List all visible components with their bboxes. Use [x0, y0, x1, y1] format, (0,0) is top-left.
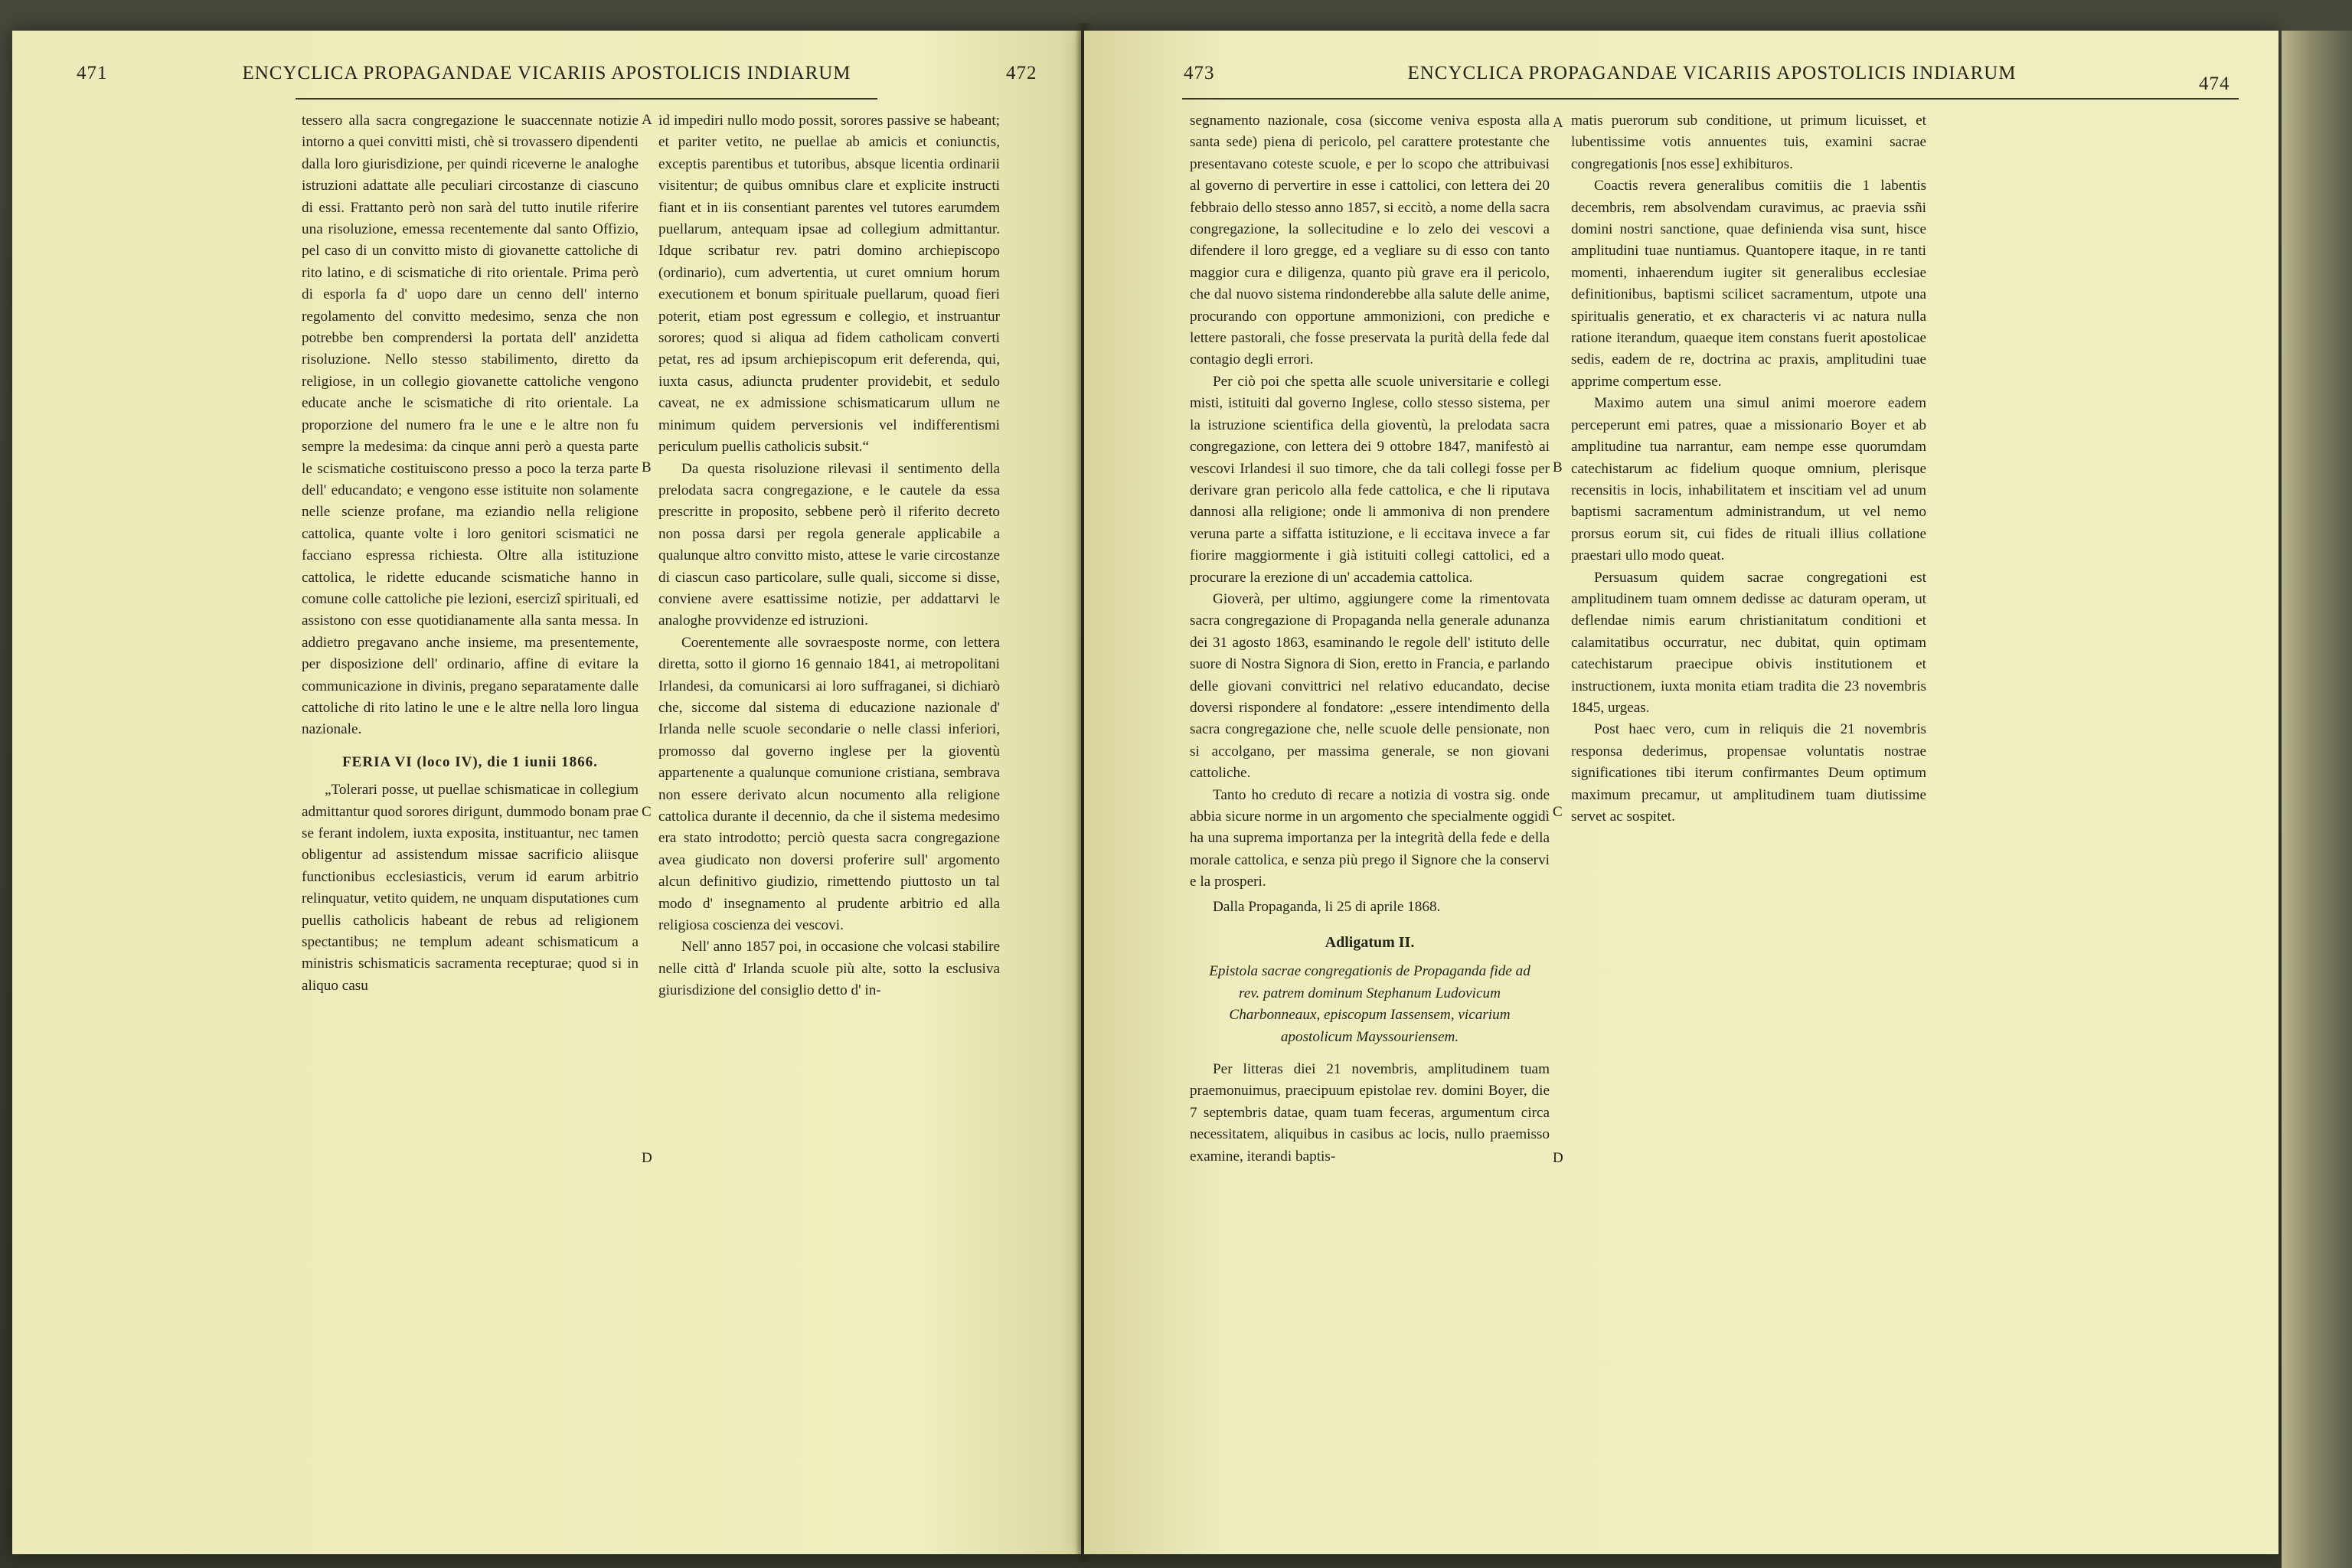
margin-marker-a: A [642, 112, 652, 128]
left-page [12, 31, 1081, 1554]
right-running-title: ENCYCLICA PROPAGANDAE VICARIIS APOSTOLICIS INDIARUM [1407, 63, 2017, 83]
right-col1-paragraph-3: Gioverà, per ultimo, aggiungere come la rimentovata sacra congregazione di Propaganda nella generale adunanza dei 31 agosto 1863, esaminando le regole dell' istituto delle suore di Nostra Signora di Sion, eretto in Francia, e parlando delle giovani convittrici nel relativo educandato, decise doversi rispondere al fondatore: „essere intendimento della sacra congregazione che, nelle scuole delle pensionate, non si accolgano, per massima generale, se non giovani cattoliche. [1190, 590, 1550, 782]
right-margin-marker-d: D [1553, 1150, 1563, 1166]
left-column-2 [658, 110, 1000, 1002]
right-head-rule [1182, 98, 2239, 100]
left-running-title: ENCYCLICA PROPAGANDAE VICARIIS APOSTOLICIS INDIARUM [242, 63, 851, 83]
left-running-head [12, 63, 1081, 93]
right-running-head [1084, 63, 2278, 93]
right-col1-paragraph-2: Per ciò poi che spetta alle scuole universitarie e collegi misti, istituiti dal governo Inglese, collo stesso sistema, per la istruzione scientifica della gioventù, la prelodata sacra congregazione, con lettera dei 9 ottobre 1847, manifestò ai vescovi Irlandesi il suo timore, che da tali collegi fosse per derivare gran pericolo alla fede cattolica, e che li riputava dannosi alla religione; onde li ammoniva di non prendere veruna parte a siffatta istituzione, e li eccitava invece a far fiorire maggiormente i già istituiti collegi cattolici, ed a procurare la erezione di un' accademia cattolica. [1190, 373, 1550, 586]
right-column-1 [1190, 110, 1550, 1168]
adligatum-subtitle: Epistola sacrae congregationis de Propaganda fide ad rev. patrem dominum Stephanum Ludovicum Charbonneaux, episcopum Iassensem, vicarium apostolicum Mayssouriensem. [1209, 963, 1530, 1045]
right-col2-paragraph-3: Maximo autem una simul animi moerore eadem perceperunt emi patres, quae a missionario Boyer et ab amplitudine tua narrantur, eam nempe esse quorumdam catechistarum ac fidelium quoque omnium, plerisque recensitis in locis, inhabilitatem et inscitiam vel ad unum baptismi sacramentum administrandum, ut vel nemo prorsus eorum sit, cui fides de rituali illius collatione praestari ullo modo queat. [1571, 395, 1926, 564]
right-col2-paragraph-2: Coactis revera generalibus comitiis die 1 labentis decembris, rem absolvendam curavimus, ac praevia ssñi domini nostri sanctione, quae definienda visa sunt, hisce amplitudini tuae nuntiamus. Quantopere itaque, in re tanti momenti, inhaerendum iugiter sit generalibus ecclesiae definitionibus, baptismi scilicet sacramentum, utpote una spiritualis generatio, et ex characteris vi ac natura nulla ratione iterandum, quaeque item constans fuerit apostolicae sedis, eadem de re, doctrina ac praxis, amplitudini tuae apprime compertum esse. [1571, 178, 1926, 390]
margin-marker-b: B [642, 459, 652, 475]
left-col2-paragraph-2: Da questa risoluzione rilevasi il sentimento della prelodata sacra congregazione, e le cautele da essa prescritte in proposito, sebbene però il riferito decreto non possa darsi per regola generale applicabile a qualunque altro convitto misto, attese le varie circostanze di ciascun caso particolare, sulle quali, siccome si disse, conviene avere esattissime notizie, per addattarvi le analoghe provvidenze ed istruzioni. [658, 460, 1000, 629]
margin-marker-c: C [642, 804, 652, 820]
left-head-rule [296, 98, 877, 100]
page-number-473: 473 [1184, 63, 1215, 83]
right-col2-paragraph-4: Persuasum quidem sacrae congregationi est amplitudinem tuam omnem dedisse ac daturam operam, ut deflendae nimis earum christianitatum conditioni et calamitatibus occurratur, nec dubitat, quin optimam catechistarum praecipue obivis institutionem et instructionem, iuxta monita etiam tradita die 23 novembris 1845, urgeas. [1571, 569, 1926, 716]
left-col2-paragraph-1: id impediri nullo modo possit, sorores passive se habeant; et pariter vetito, ne puellae ab amicis et coniunctis, exceptis parentibus et tutoribus, absque licentia ordinarii visitentur; de quibus omnibus clare et explicite instructi fiant et in iis consentiant parentes vel tutores earumdem puellarum, antequam ipsae ad collegium admittantur. Idque scribatur rev. patri domino archiepiscopo (ordinario), cum advertentia, ut curet omnium horum executionem et bonum spirituale puellarum, quoad fieri poterit, etiam post egressum e collegio, et instruantur sorores; quod si aliqua ad fidem catholicam converti petat, res ad ipsum archiepiscopum erit deferenda, qui, iuxta casus, adiuncta prudenter providebit, et sedulo caveat, ne ex admissione schismaticarum ullum ne minimum quidem perversionis vel indifferentismi periculum puellis catholicis subsit.“ [658, 113, 1000, 456]
left-col2-paragraph-3: Coerentemente alle sovraesposte norme, con lettera diretta, sotto il giorno 16 gennaio 1841, ai metropolitani Irlandesi, da comunicarsi ai loro suffraganei, si dichiarò che, siccome dal sistema di educazione nazionale d' Irlanda nelle scuole secondarie o nelle classi inferiori, promosso dal governo inglese per la gioventù appartenente a qualunque comunione cristiana, sembrava non essere derivato alcun nocumento alla religione cattolica durante il decennio, da che il sistema medesimo era stato introdotto; perciò questa sacra congregazione avea giudicato non doversi proferire sull' argomento alcun definitivo giudizio, rimettendo piuttosto un tal modo d' insegnamento al prudente arbitrio ed alla religiosa coscienza dei vescovi. [658, 634, 1000, 934]
right-col2-paragraph-1: matis puerorum sub conditione, ut primum licuisset, et lubentissime votis annuentes tuis, examini sacrae congregationis [nos esse] exhibituros. [1571, 113, 1926, 172]
adligatum-heading: Adligatum II. [1325, 934, 1415, 952]
right-margin-marker-b: B [1553, 459, 1563, 475]
right-page [1084, 31, 2278, 1554]
right-col1-paragraph-4: Tanto ho creduto di recare a notizia di vostra sig. onde abbia sicure norme in un argomento che specialmente oggidì ha una suprema importanza per la integrità della fede e della morale cattolica, e senza più prego il Signore che la conservi e la prosperi. [1190, 786, 1550, 890]
page-number-474: 474 [2199, 74, 2230, 94]
left-col2-paragraph-4: Nell' anno 1857 poi, in occasione che volcasi stabilire nelle città d' Irlanda scuole più alte, sotto la esclusiva giurisdizione del consiglio detto d' in- [658, 939, 1000, 999]
page-number-471: 471 [77, 63, 108, 83]
left-column-1 [302, 110, 639, 997]
right-column-2 [1571, 110, 1926, 828]
right-col1-paragraph-1: segnamento nazionale, cosa (siccome veniva esposta alla santa sede) piena di pericolo, pel carattere protestante che presentavano coteste scuole, e per lo scopo che attribuivasi al governo di pervertire in esse i cattolici, con lettera dei 20 febbraio dello stesso anno 1857, si eccitò, a nome della sacra congregazione, la sollecitudine e lo zelo dei vescovi a difendere il loro gregge, ed a vegliare su di esso con tanto maggior cura e diligenza, quanto più grave era il pericolo, che dal nuovo sistema rindonderebbe alla salute delle anime, procurando con opportune ammonizioni, con prediche e lettere pastorali, che fosse preservata la purità della fede dal contagio degli errori. [1190, 113, 1550, 368]
page-number-472: 472 [1006, 63, 1037, 83]
right-col2-paragraph-5: Post haec vero, cum in reliquis die 21 novembris responsa dederimus, propensae voluntatis nostrae significationes tibi iterum confirmantes Deum optimum maximum precamur, ut amplitudinem tuam diutissime servet ac sospitet. [1571, 721, 1926, 825]
margin-marker-d: D [642, 1150, 652, 1166]
right-margin-marker-c: C [1553, 804, 1563, 820]
left-col1-decree: „Tolerari posse, ut puellae schismaticae in collegium admittantur quod sorores dirigunt, dummodo bonam prae se ferant indolem, iuxta exposita, instituantur, nec tamen obligentur ad assistendum missae sacrificio aliisque functionibus ecclesiasticis, verum id earum arbitrio relinquatur, vetito quidem, ne unquam disputationes cum puellis catholicis habeant de rebus ad religionem spectantibus; ne templum adeant schismaticum a ministris schismaticis sacramenta recepturae; quod si in aliquo casu [302, 782, 639, 994]
right-col1-paragraph-5: Per litteras diei 21 novembris, amplitudinem tuam praemonuimus, praecipuum epistolae rev. domini Boyer, die 7 septembris datae, quam tuam feceras, argumentum circa necessitatem, aliquibus in casibus ac locis, nullo praemisso examine, iterandi baptis- [1190, 1061, 1550, 1165]
dated-signature: Dalla Propaganda, li 25 di aprile 1868. [1213, 898, 1441, 915]
page-edge-strip [2282, 31, 2352, 1568]
feria-heading: FERIA VI (loco IV), die 1 iunii 1866. [342, 753, 598, 770]
right-margin-marker-a: A [1553, 115, 1563, 131]
left-col1-paragraph: tessero alla sacra congregazione le suaccennate notizie intorno a quei convitti misti, chè si trovassero dipendenti dalla loro giurisdizione, per quindi riceverne le analoghe istruzioni adattate alle peculiari circostanze di ciascuno di essi. Frattanto però non sarà del tutto inutile riferire una risoluzione, emessa recentemente dal santo Offizio, pel caso di un convitto misto di giovanette cattoliche di rito latino, e di scismatiche di rito orientale. Prima però di esporla fa d' uopo dare un cenno dell' interno regolamento del convitto medesimo, senza che non potrebbe ben comprendersi la portata dell' anzidetta risoluzione. Nello stesso stabilimento, diretto da religiose, in un collegio giovanette cattoliche vengono educate anche le scismatiche di rito orientale. La proporzione del numero fra le une e le altre non fu sempre la medesima: da cinque anni però a questa parte le scismatiche costituiscono presso a poco la terza parte dell' educandato; e vengono esse istituite non solamente nelle scienze profane, ma eziandio nella religione cattolica, quante volte i loro genitori scismatici ne facciano espressa richiesta. Oltre alla istituzione cattolica, le ridette educande scismatiche hanno in comune colle cattoliche pie lezioni, esercizî spirituali, ed assistono con esse quotidianamente alla santa messa. In addietro pregavano anche insieme, ma presentemente, per disposizione dell' ordinario, affine di evitare la communicazione in divinis, pregano separatamente dalle cattoliche di rito latino le une e le altre nella loro lingua nazionale. [302, 113, 639, 738]
